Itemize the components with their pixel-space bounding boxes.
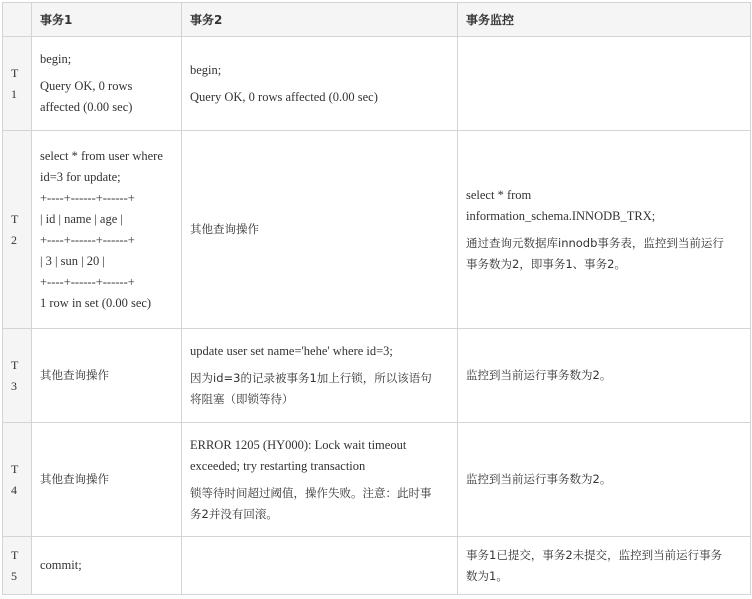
table-row [3, 537, 751, 595]
time-label: T [11, 65, 19, 80]
time-cell [3, 37, 32, 131]
tx2-line: 务2并没有回滚。 [190, 506, 278, 521]
tx1-cell [32, 131, 182, 329]
monitor-line: 数为1。 [466, 568, 508, 583]
monitor-line: 通过查询元数据库innodb事务表，监控到当前运行 [466, 235, 724, 250]
tx1-cell [32, 329, 182, 423]
time-cell [3, 423, 32, 537]
transaction-table [2, 2, 751, 595]
tx1-cell [32, 537, 182, 595]
tx2-line: ERROR 1205 (HY000): Lock wait timeout [190, 437, 407, 452]
monitor-line: information_schema.INNODB_TRX; [466, 208, 656, 223]
tx2-line: begin; [190, 62, 222, 77]
time-label: T [11, 211, 19, 226]
tx1-line: | id | name | age | [40, 211, 123, 226]
header-row [3, 3, 751, 37]
monitor-cell [458, 37, 751, 131]
tx1-line: Query OK, 0 rows [40, 79, 133, 93]
tx2-line: exceeded; try restarting transaction [190, 458, 366, 473]
tx1-line: +----+------+------+ [40, 274, 135, 289]
table-row [3, 37, 751, 131]
header-monitor: 事务监控 [458, 3, 751, 37]
table-row [3, 329, 751, 423]
tx2-cell [182, 37, 458, 131]
time-label: T [11, 461, 19, 476]
tx1-line: affected (0.00 sec) [40, 100, 133, 114]
tx1-line: begin; [40, 52, 72, 66]
time-cell [3, 537, 32, 595]
tx1-line: id=3 for update; [40, 169, 121, 184]
monitor-line: select * from [466, 187, 532, 202]
time-label: T [11, 357, 19, 372]
tx2-line: update user set name='hehe' where id=3; [190, 344, 393, 358]
monitor-cell [458, 131, 751, 329]
tx2-cell [182, 131, 458, 329]
tx2-cell [182, 329, 458, 423]
table-row [3, 423, 751, 537]
header-time [3, 3, 32, 37]
tx1-line: commit; [40, 558, 82, 572]
time-index: 2 [11, 232, 17, 247]
monitor-line: 监控到当前运行事务数为2。 [466, 368, 612, 382]
monitor-cell [458, 423, 751, 537]
tx1-line: +----+------+------+ [40, 190, 135, 205]
time-index: 4 [11, 482, 17, 497]
time-index: 3 [11, 378, 17, 393]
header-tx2: 事务2 [182, 3, 458, 37]
tx2-cell [182, 537, 458, 595]
monitor-cell [458, 537, 751, 595]
monitor-line: 事务1已提交，事务2未提交，监控到当前运行事务 [466, 547, 723, 562]
tx2-line: 因为id=3的记录被事务1加上行锁，所以该语句 [190, 371, 432, 385]
time-index: 5 [11, 568, 17, 583]
tx2-line: 锁等待时间超过阈值，操作失败。注意：此时事 [190, 485, 432, 500]
time-cell [3, 329, 32, 423]
tx2-line: 其他查询操作 [190, 222, 259, 236]
monitor-line: 监控到当前运行事务数为2。 [466, 472, 612, 486]
tx1-cell [32, 423, 182, 537]
monitor-cell [458, 329, 751, 423]
time-cell [3, 131, 32, 329]
tx1-line: 其他查询操作 [40, 472, 109, 486]
tx1-line: select * from user where [40, 148, 163, 163]
header-tx1: 事务1 [32, 3, 182, 37]
tx1-cell [32, 37, 182, 131]
tx1-line: | 3 | sun | 20 | [40, 253, 105, 268]
tx2-line: Query OK, 0 rows affected (0.00 sec) [190, 89, 378, 104]
time-label: T [11, 547, 19, 562]
monitor-line: 事务数为2，即事务1、事务2。 [466, 256, 626, 271]
tx1-line: 其他查询操作 [40, 368, 109, 382]
tx2-cell [182, 423, 458, 537]
tx2-line: 将阻塞（即锁等待） [190, 392, 294, 406]
time-index: 1 [11, 86, 17, 101]
tx1-line: 1 row in set (0.00 sec) [40, 295, 152, 310]
table-row [3, 131, 751, 329]
tx1-line: +----+------+------+ [40, 232, 135, 247]
